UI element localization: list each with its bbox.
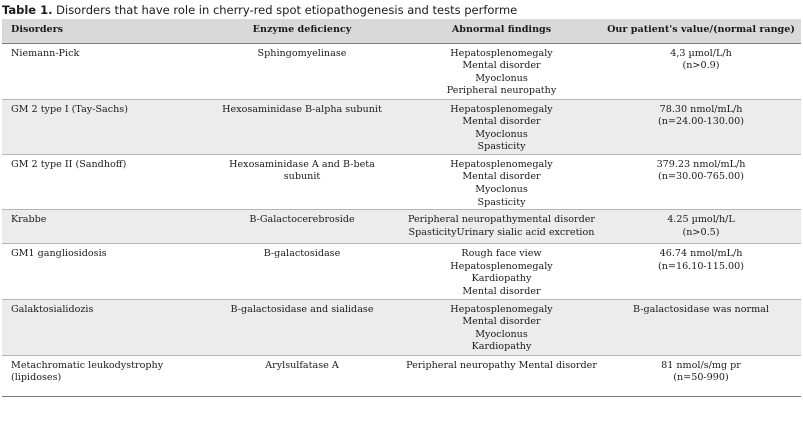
disorder-cell: GM 2 type II (Sandhoff) <box>11 158 127 170</box>
disorder-cell: GM1 gangliosidosis <box>11 248 107 260</box>
finding-line: Hepatosplenomegaly <box>450 103 553 115</box>
enzyme-line: B-galactosidase and sialidase <box>230 303 374 315</box>
finding-line: Peripheral neuropathy <box>446 85 557 97</box>
findings-cell <box>402 244 601 299</box>
enzyme-line: Arylsulfatase A <box>265 359 339 371</box>
enzyme-line: subunit <box>283 171 321 183</box>
finding-line: Myoclonus <box>475 184 528 196</box>
range-line: (n>0.9) <box>682 60 720 72</box>
value-line: 4,3 µmol/L/h <box>670 47 732 59</box>
finding-line: Peripheral neuropathy Mental disorder <box>406 359 597 371</box>
enzyme-cell <box>202 355 402 396</box>
table-row <box>2 299 801 355</box>
findings-cell <box>402 210 601 244</box>
header-disorders: Disorders <box>2 19 202 43</box>
table-row <box>2 244 801 299</box>
finding-line: Myoclonus <box>475 128 528 140</box>
findings-cell <box>402 154 601 209</box>
enzyme-line: Hexosaminidase A and B-beta <box>229 158 375 170</box>
disorder-cell: GM 2 type I (Tay-Sachs) <box>11 103 128 115</box>
finding-line: Spasticity <box>477 196 526 208</box>
value-line: 46.74 nmol/mL/h <box>659 248 743 260</box>
findings-cell <box>402 355 601 396</box>
table-row <box>2 154 801 209</box>
table-row <box>2 99 801 154</box>
disorder-cell: Krabbe <box>11 214 47 226</box>
disorder-cell: Galaktosialidozis <box>11 303 94 315</box>
value-line: 78.30 nmol/mL/h <box>659 103 743 115</box>
enzyme-line: B-Galactocerebroside <box>249 214 355 226</box>
finding-line: Mental disorder <box>462 60 541 72</box>
finding-line: Hepatosplenomegaly <box>450 47 553 59</box>
enzyme-cell <box>202 244 402 299</box>
table-row <box>2 43 801 99</box>
value-cell <box>601 99 801 154</box>
finding-line: Hepatosplenomegaly <box>450 303 553 315</box>
range-line: (n=16.10-115.00) <box>658 260 744 272</box>
enzyme-line: B-galactosidase <box>263 248 341 260</box>
findings-cell <box>402 299 601 355</box>
header-enzyme-deficiency: Enzyme deficiency <box>202 19 402 43</box>
enzyme-cell <box>202 299 402 355</box>
disorders-table <box>2 19 801 397</box>
finding-line: Rough face view <box>461 248 542 260</box>
finding-line: Mental disorder <box>462 286 541 298</box>
table-row <box>2 210 801 244</box>
value-line: 81 nmol/s/mg pr <box>661 359 741 371</box>
range-line: (n=30.00-765.00) <box>658 171 744 183</box>
value-line: 4.25 µmol/h/L <box>667 214 735 226</box>
value-cell <box>601 210 801 244</box>
enzyme-cell <box>202 154 402 209</box>
value-cell <box>601 43 801 99</box>
finding-line: Myoclonus <box>475 72 528 84</box>
value-cell <box>601 154 801 209</box>
finding-line: Spasticity <box>477 141 526 153</box>
value-line: B-galactosidase was normal <box>633 303 769 315</box>
finding-line: Kardiopathy <box>471 273 532 285</box>
enzyme-line: Hexosaminidase B-alpha subunit <box>222 103 382 115</box>
range-line: (n>0.5) <box>682 226 720 238</box>
enzyme-line: Sphingomyelinase <box>257 47 347 59</box>
enzyme-cell <box>202 210 402 244</box>
table-row <box>2 355 801 396</box>
value-cell <box>601 299 801 355</box>
table-header-row <box>2 19 801 43</box>
enzyme-cell <box>202 43 402 99</box>
value-line: 379.23 nmol/mL/h <box>656 158 746 170</box>
finding-line: Kardiopathy <box>471 341 532 353</box>
disorder-cell: Niemann-Pick <box>11 47 80 59</box>
header-abnormal-findings: Abnormal findings <box>402 19 601 43</box>
enzyme-cell <box>202 99 402 154</box>
finding-line: Mental disorder <box>462 116 541 128</box>
findings-cell <box>402 43 601 99</box>
table-caption <box>2 2 801 18</box>
value-cell <box>601 355 801 396</box>
range-line: (n=50-990) <box>673 372 729 384</box>
header-patient-value: Our patient's value/(normal range) <box>601 19 801 43</box>
finding-line: Hepatosplenomegaly <box>450 260 553 272</box>
findings-cell <box>402 99 601 154</box>
finding-line: Mental disorder <box>462 171 541 183</box>
value-cell <box>601 244 801 299</box>
disorder-cell: Metachromatic leukodystrophy (lipidoses) <box>11 359 164 384</box>
finding-line: Peripheral neuropathymental disorder <box>407 214 596 226</box>
finding-line: Myoclonus <box>475 328 528 340</box>
range-line: (n=24.00-130.00) <box>658 116 744 128</box>
finding-line: Mental disorder <box>462 316 541 328</box>
finding-line: SpasticityUrinary sialic acid excretion <box>408 226 595 238</box>
caption-label: Table 1. <box>2 3 53 17</box>
caption-text: Disorders that have role in cherry-red spot etiopathogenesis and tests performe <box>52 3 518 17</box>
finding-line: Hepatosplenomegaly <box>450 158 553 170</box>
